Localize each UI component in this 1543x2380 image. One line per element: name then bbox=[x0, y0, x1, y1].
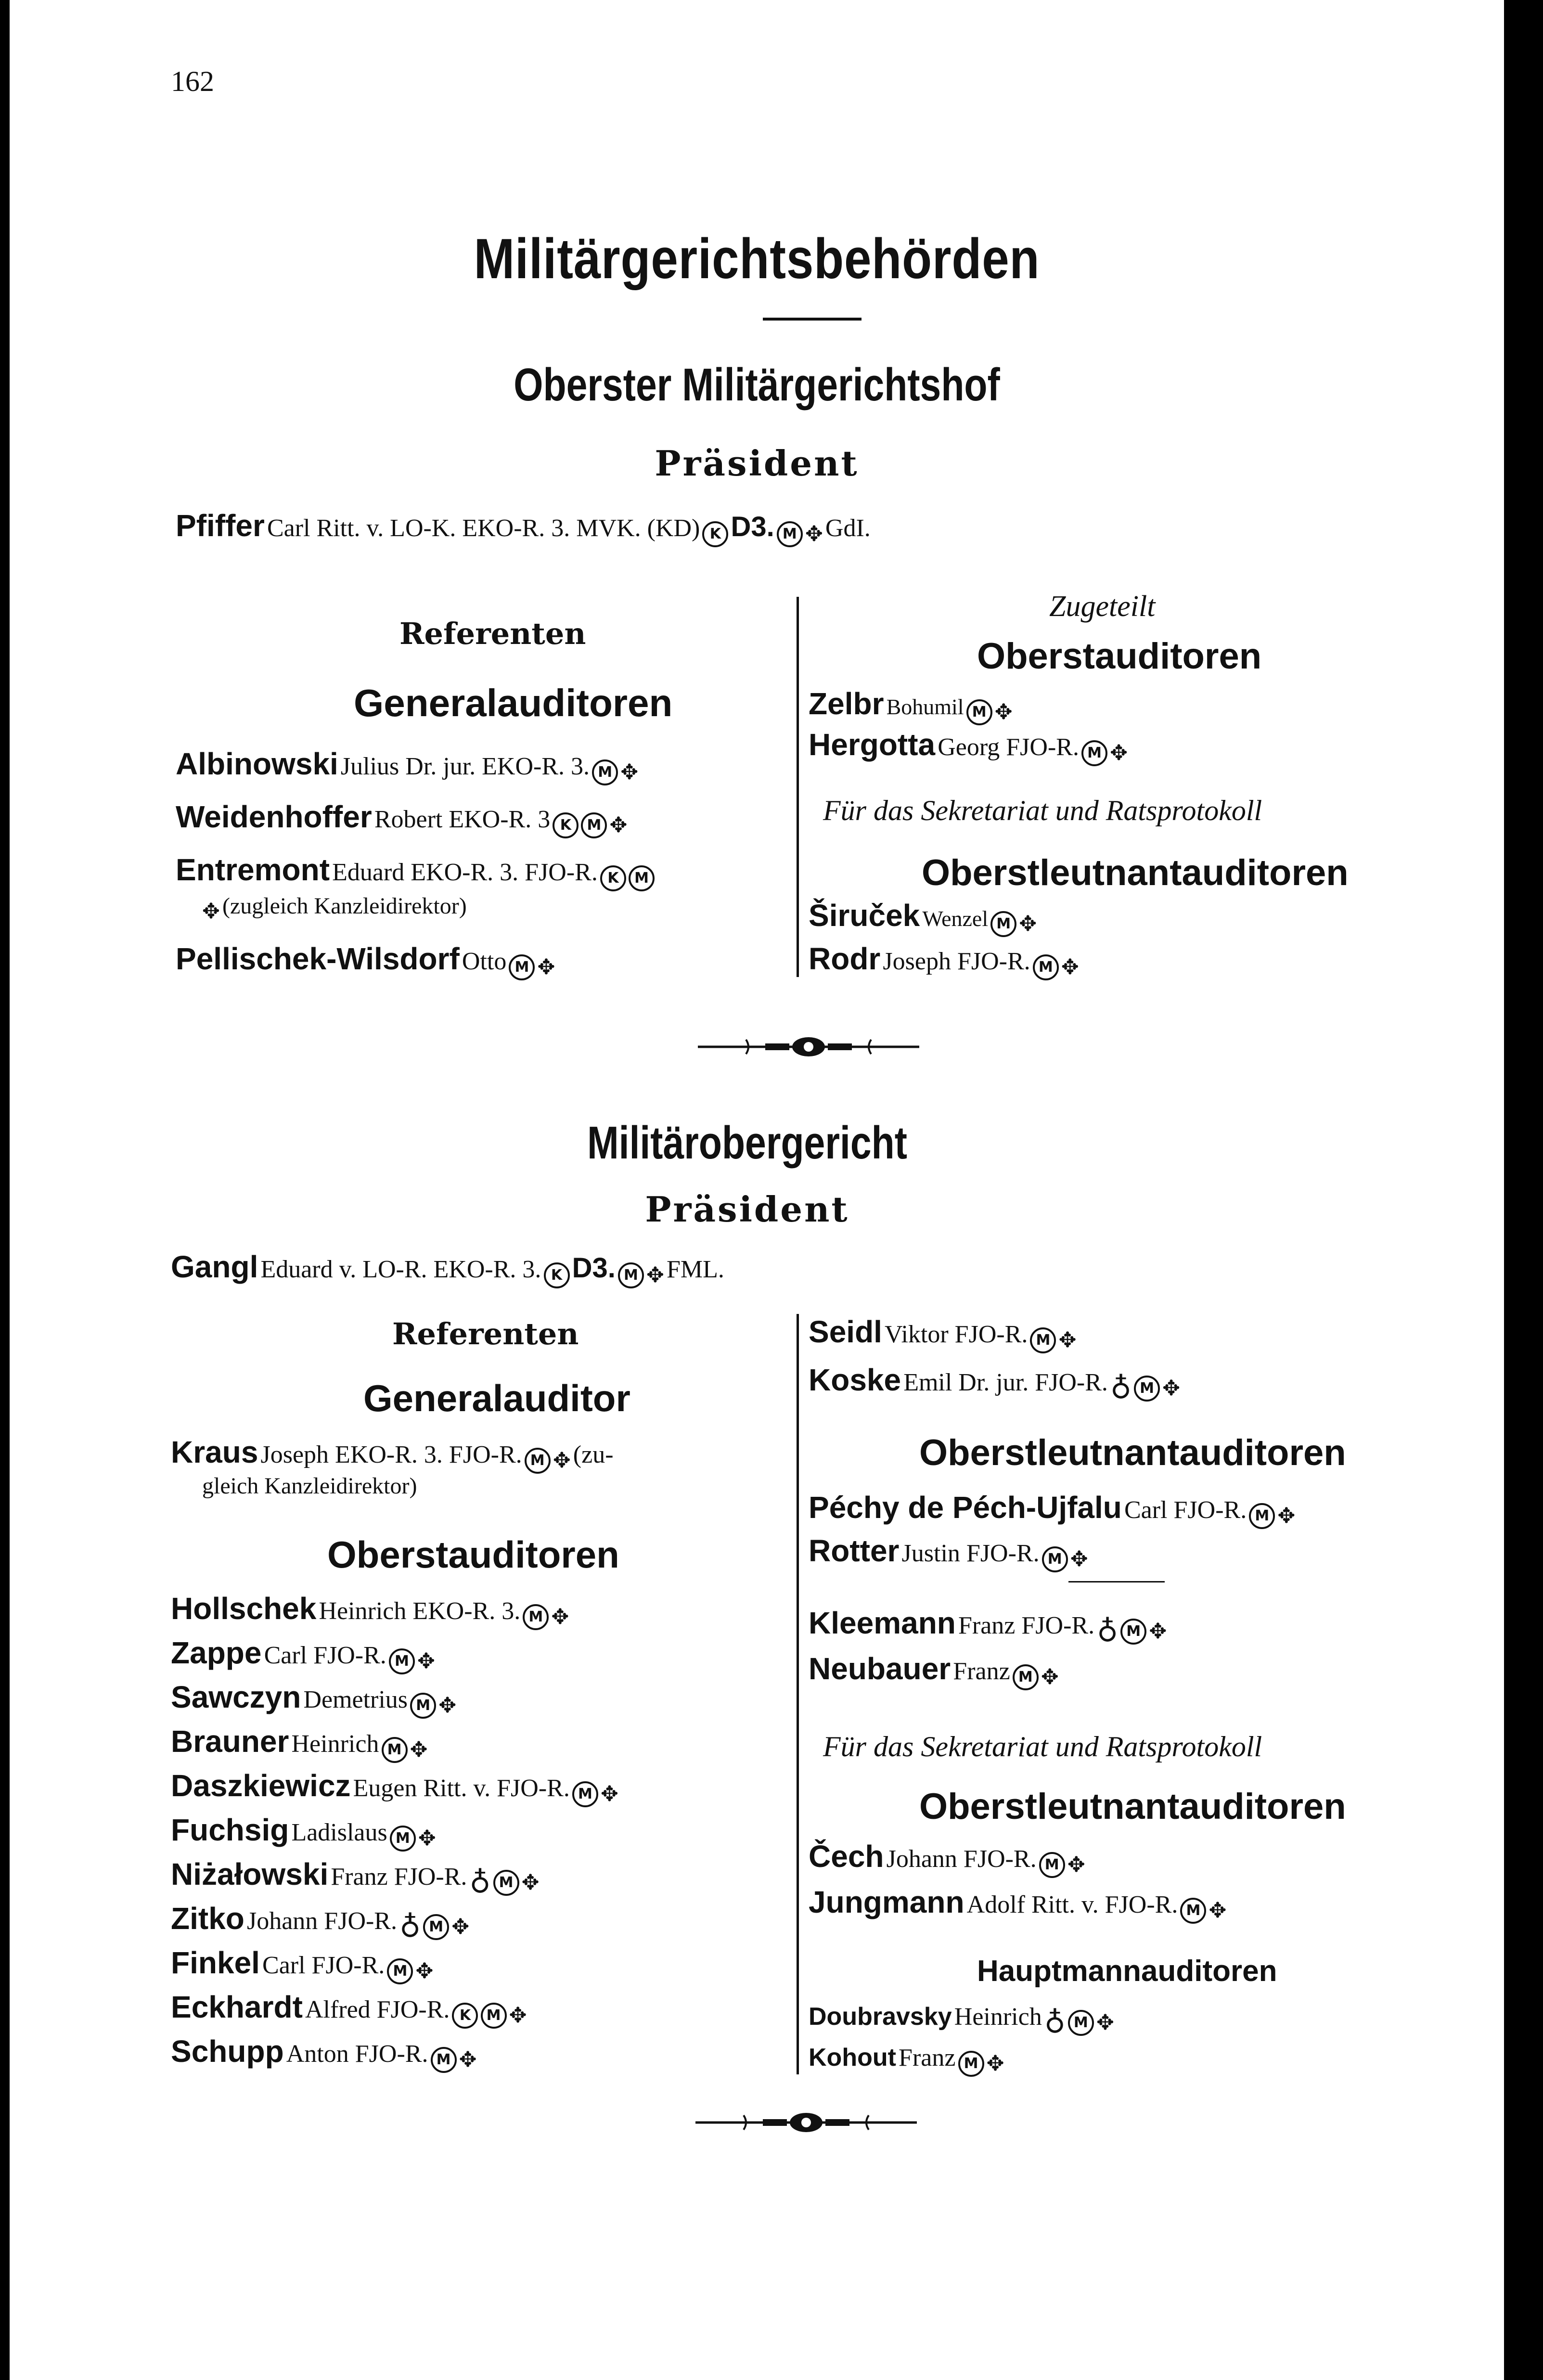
entry-detail: Justin FJO-R. bbox=[901, 1540, 1040, 1567]
entry-detail: Bohumil bbox=[886, 695, 964, 719]
m-badge-icon: M bbox=[618, 1262, 644, 1288]
s2-entry-kleemann bbox=[809, 1605, 1167, 1648]
k-badge-icon: K bbox=[544, 1262, 570, 1288]
s2-entry-koske bbox=[809, 1362, 1180, 1405]
table-row bbox=[171, 1945, 433, 1984]
entry-detail: Carl FJO-R. bbox=[1124, 1496, 1247, 1524]
entry-detail: (zugleich Kanzleidirektor) bbox=[222, 893, 467, 919]
page-title: Militärgerichtsbehörden bbox=[474, 227, 1040, 291]
k-badge-icon: K bbox=[702, 521, 728, 547]
k-badge-icon: K bbox=[452, 2003, 478, 2029]
m-badge-icon: M bbox=[481, 2003, 507, 2029]
cross-icon: ✥ bbox=[1041, 1665, 1059, 1689]
cross-icon: ✥ bbox=[551, 1605, 569, 1629]
s1-sekretariat: Für das Sekretariat und Ratsprotokoll bbox=[823, 795, 1262, 826]
table-row bbox=[171, 1591, 569, 1630]
entry-detail: Franz bbox=[899, 2044, 956, 2071]
cross-icon: ✥ bbox=[417, 1649, 435, 1673]
table-row bbox=[171, 1901, 469, 1944]
medal-icon: ♁ bbox=[1110, 1371, 1132, 1405]
m-badge-icon: M bbox=[1033, 954, 1059, 980]
entry-detail: Heinrich bbox=[291, 1730, 379, 1758]
entry-name: Neubauer bbox=[809, 1651, 951, 1686]
cross-icon: ✥ bbox=[609, 813, 628, 837]
cross-icon: ✥ bbox=[1277, 1504, 1296, 1528]
entry-detail: Demetrius bbox=[303, 1686, 408, 1713]
entry-detail: Viktor FJO-R. bbox=[885, 1321, 1028, 1348]
medal-icon: ♁ bbox=[1044, 2006, 1066, 2040]
s2-entry-rotter bbox=[809, 1533, 1088, 1572]
cross-icon: ✥ bbox=[805, 522, 823, 546]
entry-name: Kleemann bbox=[809, 1606, 956, 1640]
m-badge-icon: M bbox=[1039, 1852, 1065, 1878]
s1-oberstleutnantauditoren: Oberstleutnantauditoren bbox=[922, 852, 1349, 893]
entry-detail: Wenzel bbox=[922, 906, 989, 931]
entry-name: Finkel bbox=[171, 1945, 260, 1980]
m-badge-icon: M bbox=[990, 911, 1016, 937]
president-d3: D3. bbox=[572, 1252, 616, 1284]
s1-entry-sirucek bbox=[809, 898, 1037, 937]
entry-name: Fuchsig bbox=[171, 1813, 289, 1847]
s1-column-divider bbox=[797, 597, 799, 977]
cross-icon: ✥ bbox=[1162, 1376, 1181, 1401]
entry-detail: Joseph EKO-R. 3. FJO-R. bbox=[260, 1441, 522, 1468]
table-row bbox=[171, 1856, 540, 1900]
m-badge-icon: M bbox=[390, 1826, 416, 1852]
k-badge-icon: K bbox=[600, 865, 626, 891]
s1-entry-hergotta bbox=[809, 727, 1128, 766]
cross-icon: ✥ bbox=[521, 1870, 540, 1895]
m-badge-icon: M bbox=[493, 1870, 519, 1896]
entry-detail: Otto bbox=[462, 948, 507, 975]
document-page bbox=[10, 0, 1504, 2380]
entry-detail-cont: (zu- bbox=[573, 1441, 614, 1468]
m-badge-icon: M bbox=[525, 1448, 551, 1474]
entry-detail: Georg FJO-R. bbox=[938, 733, 1079, 761]
s2-hauptmannauditoren: Hauptmannauditoren bbox=[977, 1955, 1277, 1988]
entry-detail: Johann FJO-R. bbox=[886, 1845, 1037, 1873]
cross-icon: ✥ bbox=[509, 2003, 527, 2028]
cross-icon: ✥ bbox=[1070, 1547, 1088, 1571]
president-name: Pfiffer bbox=[176, 508, 265, 543]
s2-column-divider bbox=[797, 1314, 799, 2074]
section2-president-label: Präsident bbox=[645, 1189, 849, 1230]
s2-oberstleutnantauditoren: Oberstleutnantauditoren bbox=[919, 1432, 1346, 1473]
entry-detail: Julius Dr. jur. EKO-R. 3. bbox=[340, 753, 590, 780]
president-detail: Carl Ritt. v. LO-K. EKO-R. 3. MVK. (KD) bbox=[267, 515, 700, 542]
cross-icon: ✥ bbox=[537, 955, 555, 979]
medal-icon: ♁ bbox=[399, 1910, 421, 1944]
s2-kraus-line2: gleich Kanzleidirektor) bbox=[202, 1473, 417, 1499]
s1-generalauditoren: Generalauditoren bbox=[354, 682, 673, 724]
ornament-divider-icon bbox=[695, 2106, 917, 2139]
cross-icon: ✥ bbox=[994, 700, 1013, 724]
s1-entry-zelbr bbox=[809, 686, 1013, 725]
president-rank: GdI. bbox=[825, 515, 871, 542]
title-rule bbox=[763, 318, 862, 321]
cross-icon: ✥ bbox=[601, 1782, 618, 1806]
m-badge-icon: M bbox=[592, 759, 618, 785]
m-badge-icon: M bbox=[1134, 1376, 1160, 1402]
s2-entry-cech bbox=[809, 1839, 1085, 1878]
m-badge-icon: M bbox=[389, 1648, 415, 1674]
s2-sekretariat: Für das Sekretariat und Ratsprotokoll bbox=[823, 1731, 1262, 1762]
entry-name: Brauner bbox=[171, 1724, 289, 1759]
section1-president-label: Präsident bbox=[655, 443, 859, 484]
entry-name: Eckhardt bbox=[171, 1990, 303, 2024]
entry-name: Doubravsky bbox=[809, 2003, 952, 2031]
entry-detail: Alfred FJO-R. bbox=[305, 1996, 450, 2023]
entry-name: Weidenhoffer bbox=[176, 799, 372, 834]
s1-entry-rodr bbox=[809, 941, 1079, 980]
entry-name: Rodr bbox=[809, 941, 881, 976]
cross-icon: ✥ bbox=[986, 2051, 1004, 2076]
entry-detail: Robert EKO-R. 3 bbox=[374, 806, 551, 833]
s2-right-small-rule bbox=[1068, 1581, 1165, 1582]
table-row bbox=[171, 1812, 436, 1852]
entry-detail: Eduard EKO-R. 3. FJO-R. bbox=[332, 859, 598, 886]
medal-icon: ♁ bbox=[1097, 1614, 1119, 1648]
cross-icon: ✥ bbox=[620, 760, 639, 785]
s1-zugeteilt: Zugeteilt bbox=[1049, 590, 1156, 623]
entry-name: Kohout bbox=[809, 2044, 896, 2071]
entry-name: Hergotta bbox=[809, 727, 936, 762]
m-badge-icon: M bbox=[777, 521, 803, 547]
entry-name: Kraus bbox=[171, 1435, 258, 1469]
s2-oberstleutnantauditoren-2: Oberstleutnantauditoren bbox=[919, 1786, 1346, 1827]
s2-entry-pechy bbox=[809, 1490, 1295, 1529]
president-detail: Eduard v. LO-R. EKO-R. 3. bbox=[260, 1256, 541, 1283]
m-badge-icon: M bbox=[1249, 1503, 1275, 1529]
entry-detail: Heinrich bbox=[954, 2003, 1042, 2031]
president-rank: FML. bbox=[667, 1256, 724, 1283]
entry-detail: Ladislaus bbox=[291, 1819, 387, 1846]
s1-entry-entremont-cont bbox=[202, 893, 467, 924]
entry-name: Zappe bbox=[171, 1635, 262, 1670]
entry-name: Širuček bbox=[809, 898, 920, 933]
entry-name: Péchy de Péch-Ujfalu bbox=[809, 1490, 1122, 1525]
entry-detail: Eugen Ritt. v. FJO-R. bbox=[353, 1775, 570, 1802]
cross-icon: ✥ bbox=[459, 2047, 477, 2072]
entry-name: Zelbr bbox=[809, 686, 884, 721]
entry-detail: Adolf Ritt. v. FJO-R. bbox=[966, 1891, 1178, 1918]
table-row bbox=[171, 1724, 428, 1763]
m-badge-icon: M bbox=[572, 1781, 598, 1807]
entry-name: Čech bbox=[809, 1839, 884, 1874]
m-badge-icon: M bbox=[1120, 1619, 1146, 1645]
cross-icon: ✥ bbox=[1058, 1328, 1077, 1352]
cross-icon: ✥ bbox=[451, 1915, 470, 1939]
entry-name: Pellischek-Wilsdorf bbox=[176, 941, 460, 976]
table-row bbox=[171, 1989, 527, 2029]
cross-icon: ✥ bbox=[415, 1959, 434, 1983]
entry-name: Koske bbox=[809, 1363, 901, 1397]
m-badge-icon: M bbox=[1013, 1664, 1039, 1690]
m-badge-icon: M bbox=[410, 1693, 436, 1719]
ornament-divider-icon bbox=[698, 1030, 919, 1064]
s1-referenten: Referenten bbox=[399, 616, 586, 651]
m-badge-icon: M bbox=[629, 865, 655, 891]
cross-icon: ✥ bbox=[438, 1693, 457, 1718]
entry-name: Rotter bbox=[809, 1533, 900, 1568]
s1-entry-pellischek bbox=[176, 941, 555, 980]
m-badge-icon: M bbox=[958, 2051, 984, 2077]
cross-icon: ✥ bbox=[553, 1448, 571, 1473]
s1-entry-albinowski bbox=[176, 746, 638, 785]
s2-referenten: Referenten bbox=[392, 1316, 579, 1351]
entry-name: Zitko bbox=[171, 1901, 244, 1936]
section2-heading: Militärobergericht bbox=[587, 1117, 907, 1169]
s1-entry-weidenhoffer bbox=[176, 799, 627, 838]
cross-icon: ✥ bbox=[202, 899, 220, 924]
cross-icon: ✥ bbox=[1067, 1853, 1085, 1877]
cross-icon: ✥ bbox=[1149, 1619, 1167, 1644]
m-badge-icon: M bbox=[1180, 1898, 1206, 1924]
cross-icon: ✥ bbox=[418, 1826, 436, 1851]
entry-name: Jungmann bbox=[809, 1885, 964, 1919]
m-badge-icon: M bbox=[387, 1958, 413, 1984]
section1-president-line bbox=[176, 508, 871, 547]
cross-icon: ✥ bbox=[646, 1263, 664, 1287]
cross-icon: ✥ bbox=[1061, 955, 1079, 979]
table-row bbox=[171, 1768, 618, 1807]
m-badge-icon: M bbox=[509, 954, 535, 980]
m-badge-icon: M bbox=[1068, 2010, 1094, 2036]
s2-entry-doubravsky bbox=[809, 2002, 1114, 2040]
k-badge-icon: K bbox=[553, 812, 579, 838]
m-badge-icon: M bbox=[581, 812, 607, 838]
s2-entry-jungmann bbox=[809, 1884, 1226, 1924]
entry-name: Daszkiewicz bbox=[171, 1768, 351, 1803]
m-badge-icon: M bbox=[1081, 740, 1107, 766]
entry-detail: Emil Dr. jur. FJO-R. bbox=[903, 1369, 1108, 1396]
entry-name: Seidl bbox=[809, 1314, 882, 1349]
entry-detail: Franz bbox=[953, 1658, 1010, 1685]
table-row bbox=[171, 1679, 456, 1719]
m-badge-icon: M bbox=[382, 1737, 408, 1763]
s1-entry-entremont bbox=[176, 852, 655, 891]
m-badge-icon: M bbox=[423, 1914, 449, 1940]
m-badge-icon: M bbox=[523, 1604, 549, 1630]
s2-oberstauditoren: Oberstauditoren bbox=[327, 1533, 619, 1576]
page-number: 162 bbox=[171, 65, 214, 97]
entry-name: Entremont bbox=[176, 852, 330, 887]
entry-detail: Franz FJO-R. bbox=[958, 1612, 1095, 1639]
s2-entry-kohout bbox=[809, 2043, 1004, 2077]
table-row bbox=[171, 1635, 435, 1674]
m-badge-icon: M bbox=[431, 2047, 457, 2073]
entry-detail: Franz FJO-R. bbox=[331, 1863, 467, 1891]
entry-detail: Anton FJO-R. bbox=[286, 2040, 428, 2068]
s1-oberstauditoren: Oberstauditoren bbox=[977, 636, 1262, 677]
entry-detail: Joseph FJO-R. bbox=[883, 948, 1030, 975]
m-badge-icon: M bbox=[1030, 1327, 1056, 1353]
entry-detail: Johann FJO-R. bbox=[246, 1907, 397, 1935]
s2-entry-seidl bbox=[809, 1314, 1076, 1353]
entry-name: Sawczyn bbox=[171, 1680, 301, 1714]
entry-name: Hollschek bbox=[171, 1591, 317, 1626]
s2-entry-kraus bbox=[171, 1434, 614, 1474]
table-row bbox=[171, 2033, 477, 2073]
entry-name: Albinowski bbox=[176, 746, 338, 781]
section1-heading: Oberster Militärgerichtshof bbox=[514, 359, 1000, 411]
s2-entry-neubauer bbox=[809, 1651, 1059, 1690]
s2-generalauditor: Generalauditor bbox=[363, 1377, 630, 1419]
m-badge-icon: M bbox=[966, 699, 992, 725]
cross-icon: ✥ bbox=[1209, 1898, 1227, 1923]
president-name: Gangl bbox=[171, 1249, 258, 1284]
cross-icon: ✥ bbox=[1110, 741, 1128, 765]
entry-detail: Heinrich EKO-R. 3. bbox=[319, 1597, 521, 1625]
cross-icon: ✥ bbox=[1019, 912, 1037, 936]
president-d3: D3. bbox=[731, 511, 774, 542]
entry-detail: Carl FJO-R. bbox=[262, 1952, 385, 1979]
section2-president-line bbox=[171, 1249, 724, 1288]
entry-detail: Carl FJO-R. bbox=[264, 1642, 386, 1669]
entry-name: Schupp bbox=[171, 2034, 284, 2069]
cross-icon: ✥ bbox=[410, 1737, 428, 1762]
entry-name: Niżałowski bbox=[171, 1857, 329, 1891]
cross-icon: ✥ bbox=[1096, 2010, 1114, 2035]
medal-icon: ♁ bbox=[469, 1865, 491, 1900]
m-badge-icon: M bbox=[1042, 1546, 1068, 1572]
